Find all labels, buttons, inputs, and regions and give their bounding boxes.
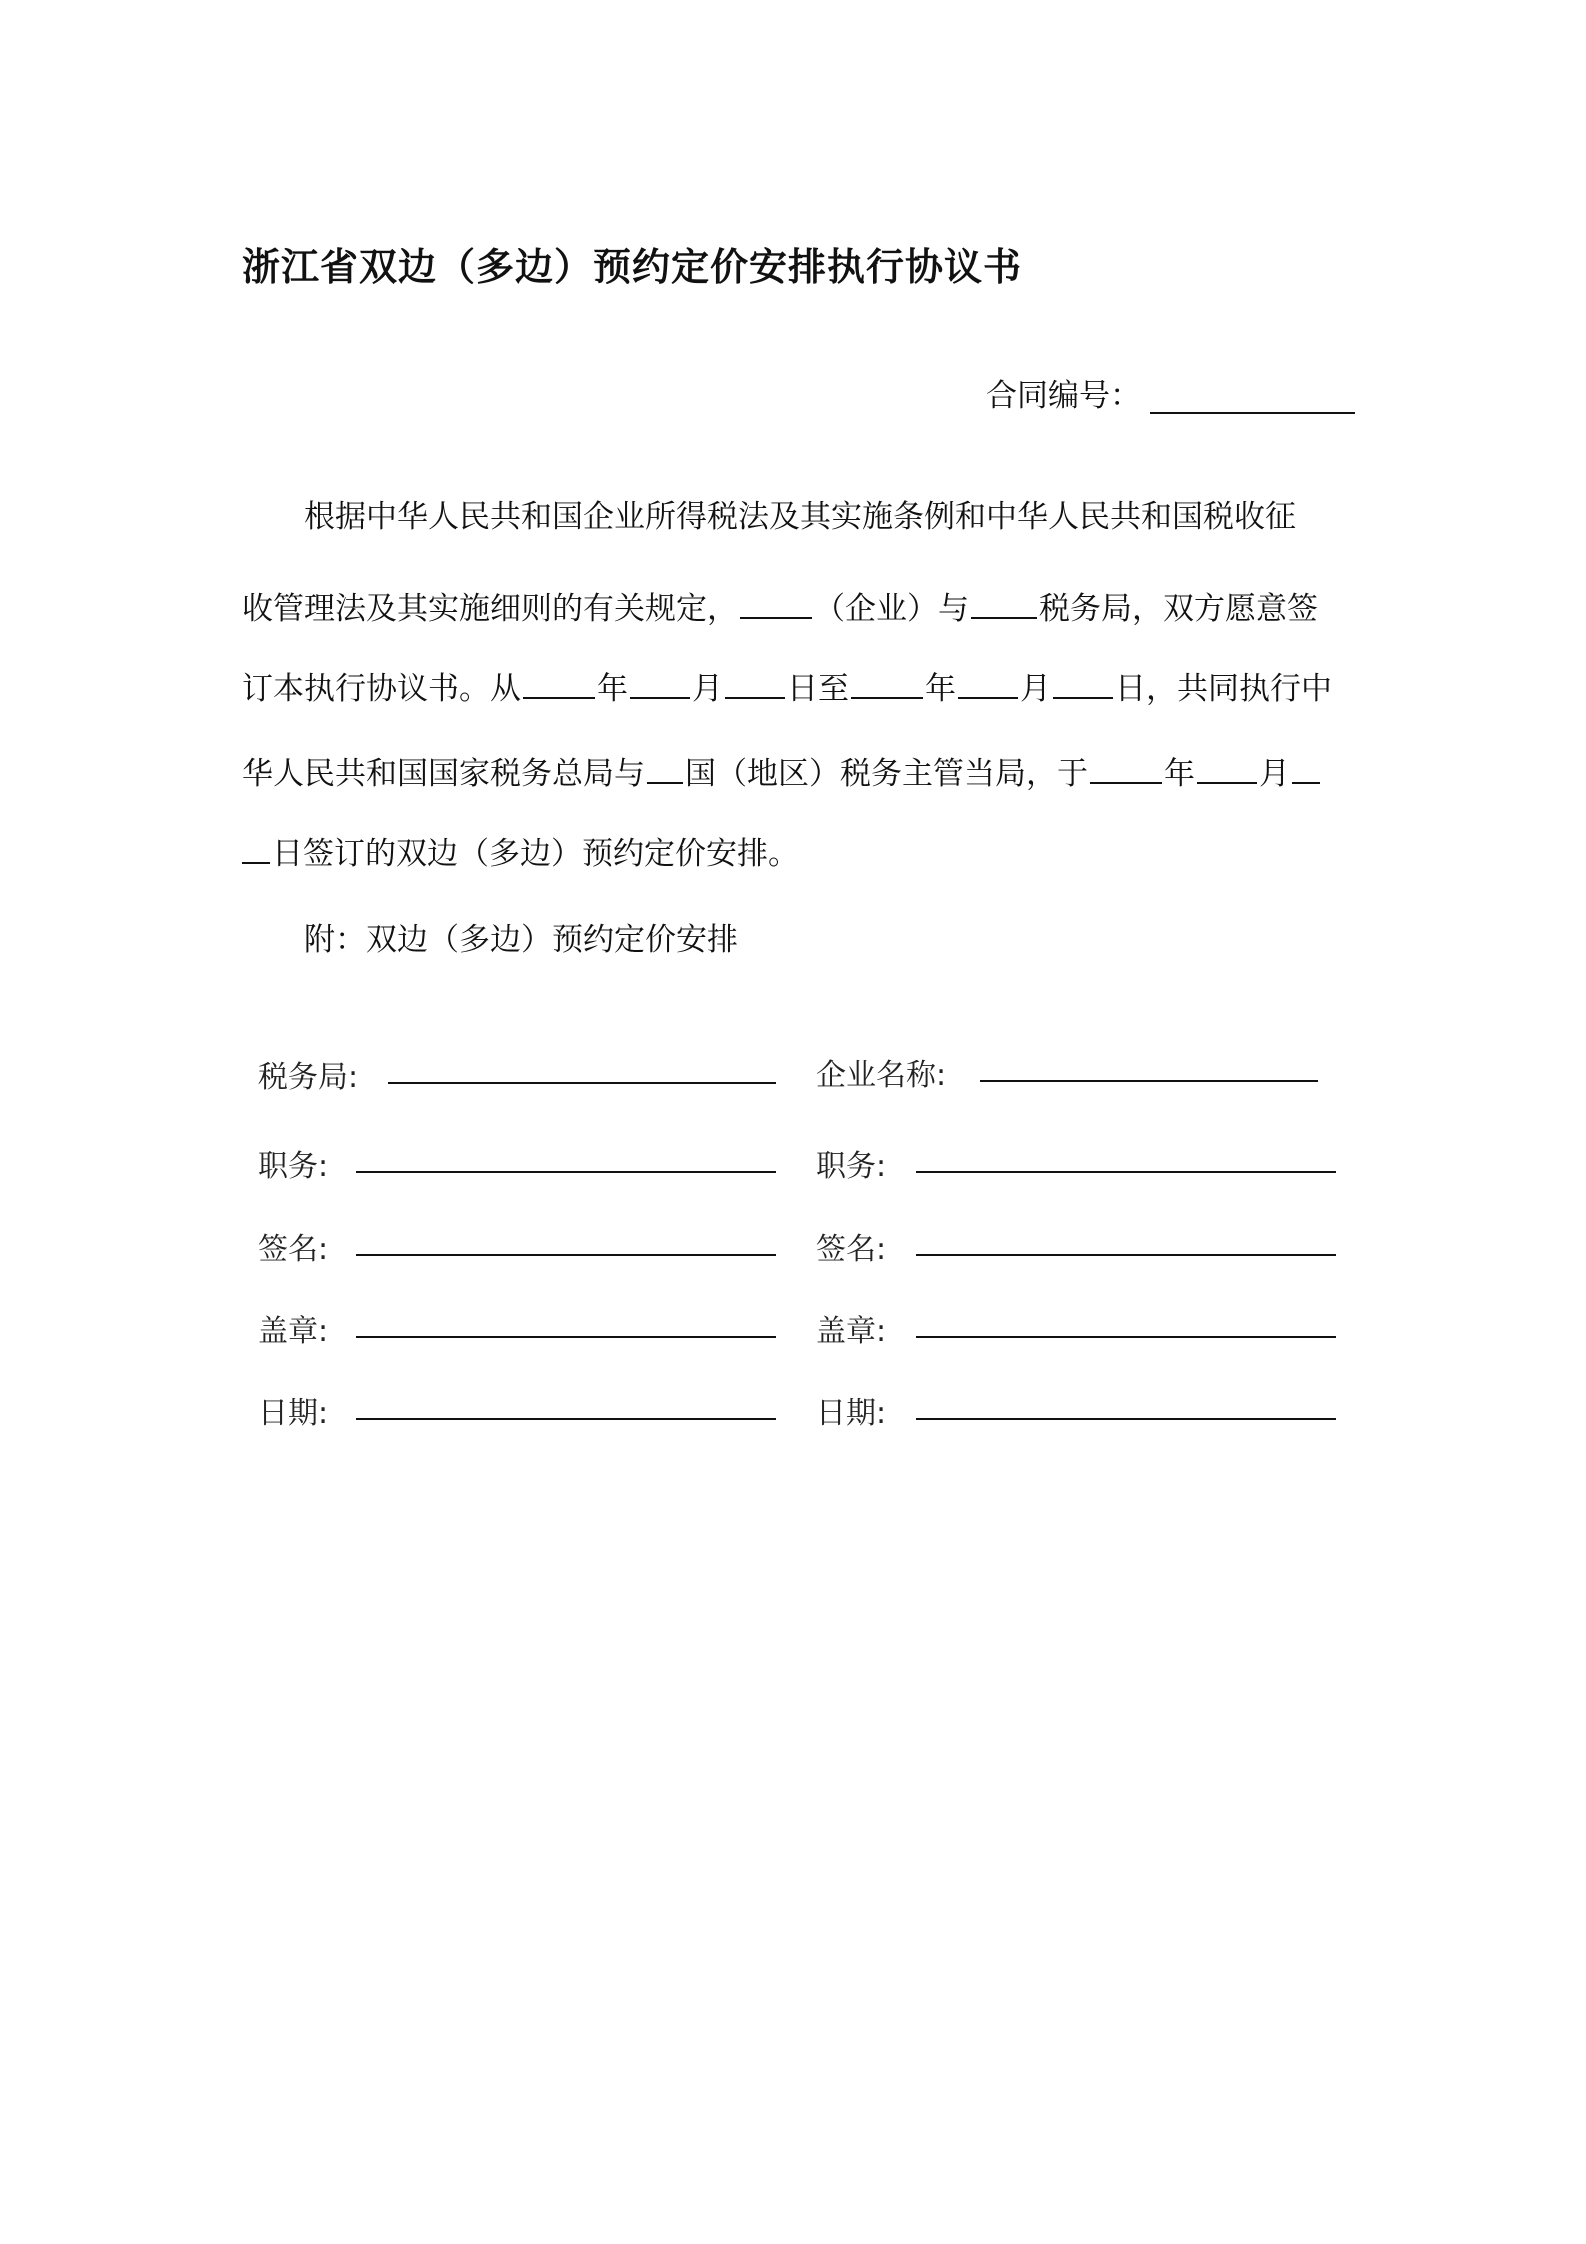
paragraph-line-1 xyxy=(304,497,1296,537)
company-blank[interactable] xyxy=(740,587,812,619)
left-seal-label: 盖章: xyxy=(258,1314,329,1349)
paragraph-text: 年 xyxy=(1164,756,1195,792)
right-signature-label: 签名: xyxy=(816,1232,887,1267)
contract-number-label: 合同编号： xyxy=(986,378,1141,414)
paragraph-line-3 xyxy=(242,667,1332,709)
tax-bureau-label: 税务局: xyxy=(258,1060,359,1095)
paragraph-text: 日至 xyxy=(787,671,849,707)
paragraph-text: 订本执行协议书。从 xyxy=(242,671,521,707)
paragraph-text: 华人民共和国国家税务总局与 xyxy=(242,756,645,792)
company-name-field[interactable] xyxy=(980,1080,1318,1082)
signing-year-blank[interactable] xyxy=(1090,752,1162,784)
left-position-label: 职务: xyxy=(258,1149,329,1184)
start-day-blank[interactable] xyxy=(725,667,785,699)
end-year-blank[interactable] xyxy=(851,667,923,699)
document-title: 浙江省双边（多边）预约定价安排执行协议书 xyxy=(242,245,1023,289)
attachment-note: 附：双边（多边）预约定价安排 xyxy=(304,922,738,958)
paragraph-line-2 xyxy=(242,587,1318,629)
left-signature-field[interactable] xyxy=(356,1254,776,1256)
paragraph-text: 日签订的双边（多边）预约定价安排。 xyxy=(272,836,799,872)
paragraph-text: 年 xyxy=(597,671,628,707)
signing-month-blank[interactable] xyxy=(1197,752,1257,784)
paragraph-text: 收管理法及其实施细则的有关规定， xyxy=(242,591,738,627)
right-seal-label: 盖章: xyxy=(816,1314,887,1349)
right-position-label: 职务: xyxy=(816,1149,887,1184)
signing-day-blank-part2[interactable] xyxy=(242,832,270,864)
country-blank[interactable] xyxy=(647,752,683,784)
paragraph-text: 月 xyxy=(692,671,723,707)
paragraph-text: 根据中华人民共和国企业所得税法及其实施条例和中华人民共和国税收征 xyxy=(304,499,1296,535)
tax-bureau-field[interactable] xyxy=(388,1082,776,1084)
right-date-label: 日期: xyxy=(816,1396,887,1431)
paragraph-text: 年 xyxy=(925,671,956,707)
paragraph-text: 月 xyxy=(1020,671,1051,707)
left-date-field[interactable] xyxy=(356,1418,776,1420)
start-month-blank[interactable] xyxy=(630,667,690,699)
paragraph-line-5 xyxy=(242,832,799,874)
paragraph-text: 税务局，双方愿意签 xyxy=(1039,591,1318,627)
left-date-label: 日期: xyxy=(258,1396,329,1431)
contract-number-field[interactable] xyxy=(1150,412,1355,414)
paragraph-text: 国（地区）税务主管当局，于 xyxy=(685,756,1088,792)
paragraph-line-4 xyxy=(242,752,1322,794)
left-signature-label: 签名: xyxy=(258,1232,329,1267)
right-date-field[interactable] xyxy=(916,1418,1336,1420)
company-name-label: 企业名称: xyxy=(816,1058,947,1093)
end-day-blank[interactable] xyxy=(1053,667,1113,699)
right-signature-field[interactable] xyxy=(916,1254,1336,1256)
right-position-field[interactable] xyxy=(916,1171,1336,1173)
left-seal-field[interactable] xyxy=(356,1336,776,1338)
signing-day-blank-part1[interactable] xyxy=(1292,752,1320,784)
paragraph-text: （企业）与 xyxy=(814,591,969,627)
left-position-field[interactable] xyxy=(356,1171,776,1173)
end-month-blank[interactable] xyxy=(958,667,1018,699)
tax-bureau-blank[interactable] xyxy=(971,587,1037,619)
start-year-blank[interactable] xyxy=(523,667,595,699)
right-seal-field[interactable] xyxy=(916,1336,1336,1338)
paragraph-text: 日，共同执行中 xyxy=(1115,671,1332,707)
paragraph-text: 月 xyxy=(1259,756,1290,792)
